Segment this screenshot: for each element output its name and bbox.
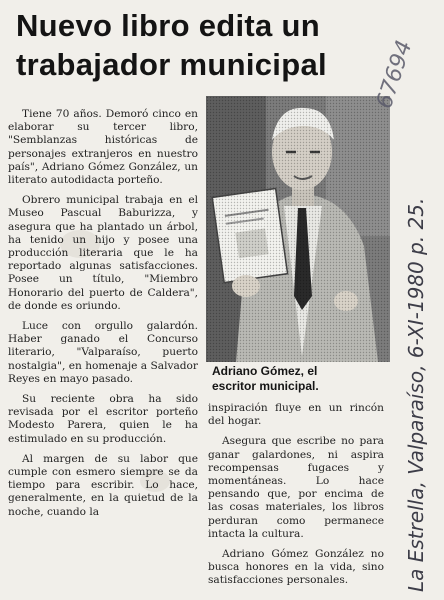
paragraph: Tiene 70 años. Demoró cinco en elaborar su tercer libro, "Semblanzas históricas de personajes extranjeros en nuestro país", Adriano Gómez González, un literato autodidacta porteño. <box>8 108 198 187</box>
photo-caption <box>212 364 392 394</box>
paragraph: inspiración fluye en un rincón del hogar. <box>208 402 384 428</box>
headline-line-2: trabajador municipal <box>16 47 327 82</box>
handwritten-catalog-number: 67694 <box>372 37 418 112</box>
headline-line-1: Nuevo libro edita un <box>16 8 320 43</box>
caption-line-2: escritor municipal. <box>212 379 319 393</box>
paragraph: Luce con orgullo galardón. Haber ganado el Concurso literario, "Valparaíso, puerto nostalgia", en homenaje a Salvador Reyes en mayo pasado. <box>8 320 198 385</box>
headline <box>16 6 376 84</box>
caption-line-1: Adriano Gómez, el <box>212 364 318 378</box>
author-photo <box>206 96 390 362</box>
paragraph: Adriano Gómez González no busca honores en la vida, sino satisfacciones personales. <box>208 548 384 587</box>
paragraph: Su reciente obra ha sido revisada por el escritor porteño Modesto Parera, quien le ha estimulado en su producción. <box>8 393 198 445</box>
article-column-right <box>208 402 384 595</box>
paragraph: Obrero municipal trabaja en el Museo Pascual Baburizza, y asegura que ha plantado un árbol, ha tenido un hijo y posee una producción literaria que le ha reportado algunas satisfacciones. Posee un título, "Miembro Honorario del puerto de Caldera", de donde es oriundo. <box>8 194 198 312</box>
handwritten-source-note: La Estrella, Valparaíso, 6-XI-1980 p. 25. <box>404 197 428 592</box>
paragraph: Al margen de su labor que cumple con esmero siempre se da tiempo para escribir. Lo hace, generalmente, en la quietud de la noche, cuando la <box>8 452 198 518</box>
paragraph: Asegura que escribe no para ganar galardones, ni aspira recompensas fugaces y momentáneas. Lo hace pensando que, por encima de las cosas materiales, los libros perduran como permanece intacta la cultura. <box>208 435 384 540</box>
article-column-left <box>8 108 198 526</box>
author-photo-image <box>206 96 390 362</box>
